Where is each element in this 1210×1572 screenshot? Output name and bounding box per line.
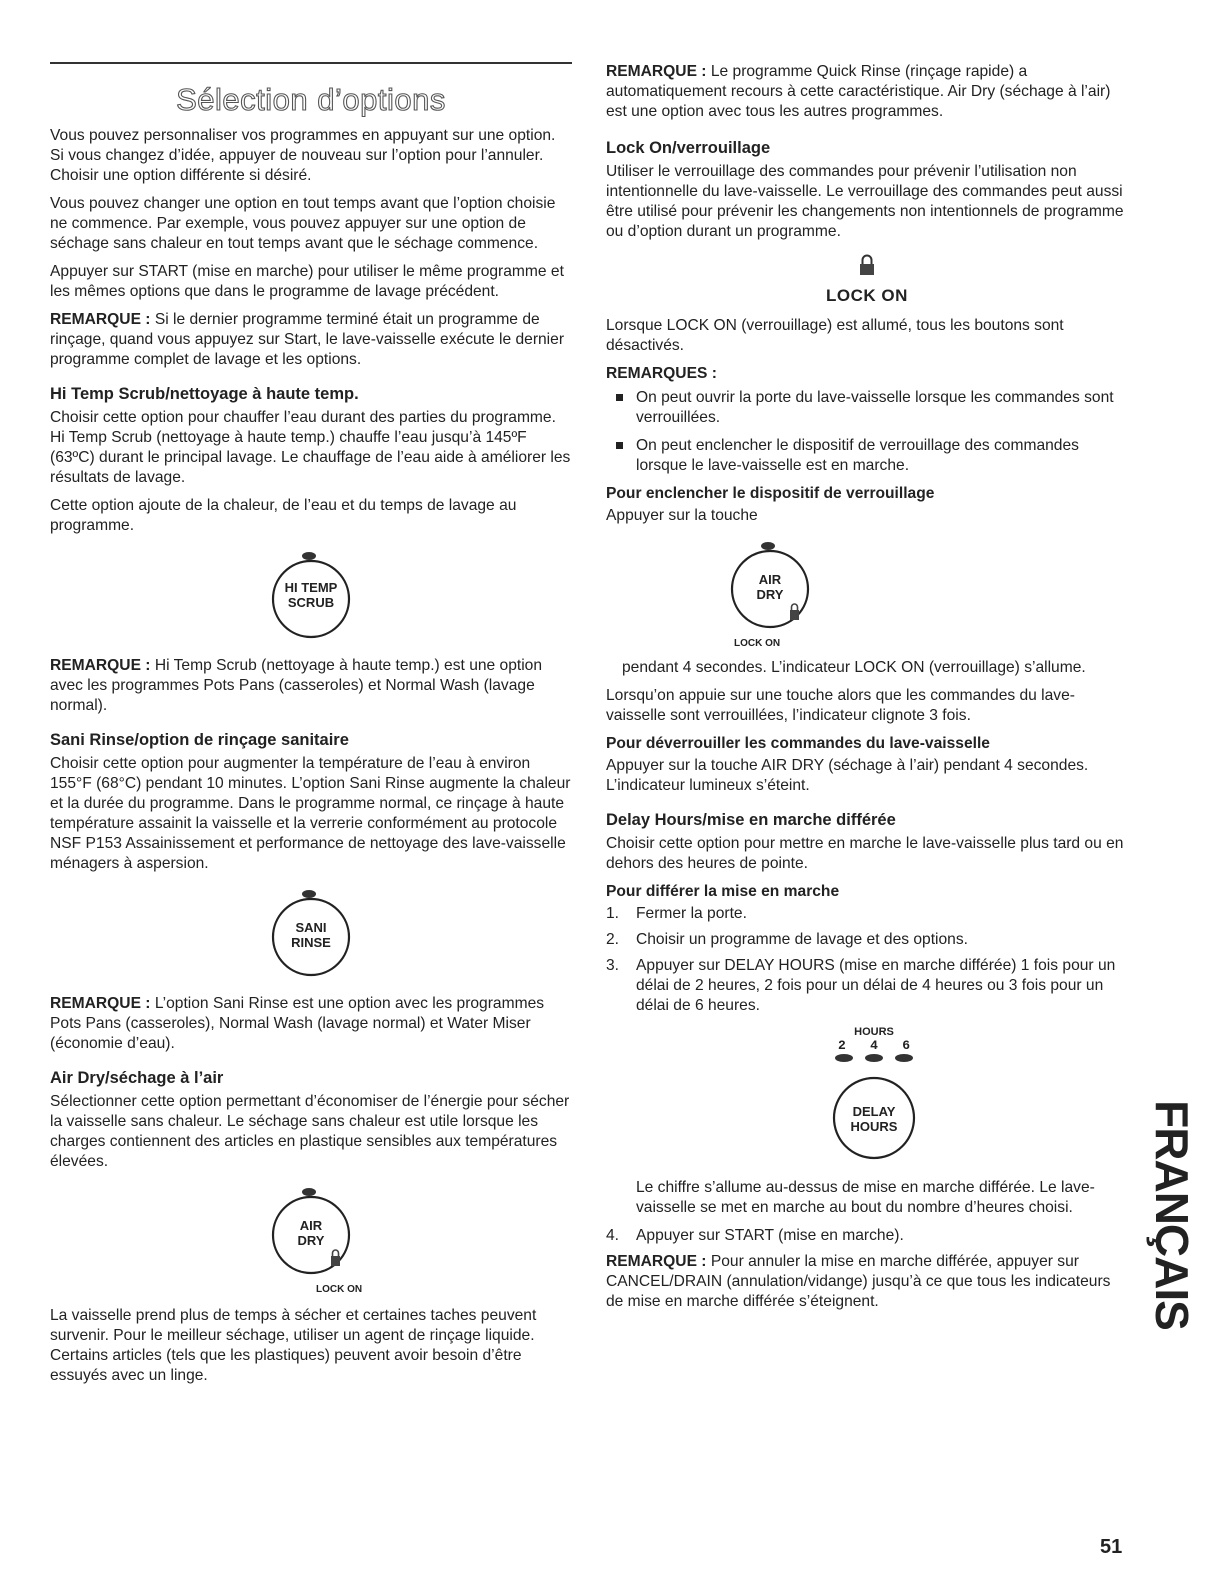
step-number: 3. (606, 957, 620, 974)
heading-defer-start: Pour différer la mise en marche (606, 883, 840, 900)
list-item-text: On peut ouvrir la porte du lave-vaisselle lorsque les commandes sont verrouillées. (636, 389, 1114, 426)
button-label-line-2: DRY (297, 1233, 325, 1248)
note-text: L’option Sani Rinse est une option avec les programmes Pots Pans (casseroles), Normal Wash (lavage normal) et Water Miser (économie d’eau). (50, 995, 545, 1052)
note-2 (50, 656, 572, 716)
note-label: REMARQUE : (50, 995, 151, 1012)
note-label: REMARQUE : (50, 657, 151, 674)
note-4 (606, 62, 1128, 122)
step-text: Appuyer sur START (mise en marche). (636, 1227, 904, 1244)
hours-indicator-lights-icon (824, 1052, 924, 1064)
step-text: Appuyer sur DELAY HOURS (mise en marche différée) 1 fois pour un délai de 2 heures, 2 fois pour un délai de 4 heures ou 3 fois pour un délai de 6 heures. (636, 957, 1116, 1014)
button-label (710, 572, 830, 602)
delay-steps-list (606, 904, 1128, 1016)
button-label-line-2: RINSE (291, 935, 331, 950)
step-number: 2. (606, 931, 620, 948)
right-column (606, 62, 1128, 1320)
bullet-square-icon (616, 442, 623, 449)
hi-temp-scrub-button-illustration (50, 544, 572, 644)
page-number: 51 (1100, 1536, 1123, 1558)
button-label-line-2: DRY (756, 587, 784, 602)
top-rule (50, 62, 572, 64)
list-item (606, 1226, 1128, 1246)
list-item (606, 904, 1128, 924)
step-number: 1. (606, 905, 620, 922)
lock-on-indicator (606, 254, 1128, 306)
heading-hi-temp-scrub: Hi Temp Scrub/nettoyage à haute temp. (50, 385, 359, 403)
left-column (50, 62, 572, 1394)
hours-value-2: 2 (838, 1038, 846, 1053)
indicator-light-icon (302, 890, 316, 898)
air-dry-button-illustration (50, 1180, 572, 1294)
delay-hours-button-illustration (606, 1022, 1128, 1172)
lock-paragraph-2: Lorsque LOCK ON (verrouillage) est allumé, tous les boutons sont désactivés. (606, 317, 1064, 354)
language-side-tab (1146, 1090, 1198, 1340)
lock-on-caption: LOCK ON (734, 638, 781, 649)
air-dry-lock-button-illustration (606, 534, 1128, 649)
sani-rinse-button-illustration (50, 882, 572, 982)
heading-engage-lock: Pour enclencher le dispositif de verrouillage (606, 485, 935, 502)
button-label (50, 1218, 572, 1248)
button-label (814, 1104, 934, 1134)
engage-paragraph-2: pendant 4 secondes. L’indicateur LOCK ON (verrouillage) s’allume. (622, 659, 1086, 676)
note-5 (606, 1252, 1128, 1312)
note-3 (50, 994, 572, 1054)
remarques-label: REMARQUES : (606, 365, 717, 382)
engage-paragraph: Appuyer sur la touche (606, 507, 758, 524)
delay-paragraph-1: Choisir cette option pour mettre en marche le lave-vaisselle plus tard ou en dehors des heures de pointe. (606, 835, 1124, 872)
heading-unlock: Pour déverrouiller les commandes du lave-vaisselle (606, 735, 990, 752)
lock-paragraph-1: Utiliser le verrouillage des commandes pour prévenir l’utilisation non intentionnelle du lave-vaisselle. Le verrouillage des commandes peut aussi être utilisé pour prévenir les changements non intentionnels de programme ou d’option durant un programme. (606, 163, 1124, 240)
intro-paragraph-1: Vous pouvez personnaliser vos programmes en appuyant sur une option. Si vous changez d’idée, appuyer de nouveau sur l’option pour l’annuler. Choisir une option différente si désiré. (50, 127, 556, 184)
indicator-light-icon (761, 542, 775, 550)
sani-rinse-paragraph: Choisir cette option pour augmenter la température de l’eau à environ 155°F (68°C) pendant 10 minutes. L’option Sani Rinse augmente la chaleur et la durée du programme. Dans le programme normal, ce rinçage à haute température assainit la vaisselle et la verrerie conformément au protocole NSF P153 Assainissement et performance de nettoyage des lave-vaisselle ménagers à aspersion. (50, 755, 571, 872)
list-item-text: On peut enclencher le dispositif de verrouillage des commandes lorsque le lave-vaisselle est en marche. (636, 437, 1079, 474)
air-dry-paragraph-2: La vaisselle prend plus de temps à sécher et certaines taches peuvent survenir. Pour le meilleur séchage, utiliser un agent de rinçage liquide. Certains articles (tels que les plastiques) peuvent avoir besoin d’être essuyés avec un linge. (50, 1307, 537, 1384)
heading-air-dry: Air Dry/séchage à l’air (50, 1069, 224, 1087)
indicator-light-icon (302, 552, 316, 560)
button-label (50, 920, 572, 950)
button-label-line-2: HOURS (850, 1119, 898, 1134)
button-label-line-1: AIR (758, 572, 782, 587)
heading-lock-on: Lock On/verrouillage (606, 139, 771, 157)
button-label-line-1: AIR (299, 1218, 323, 1233)
unlock-paragraph: Appuyer sur la touche AIR DRY (séchage à l’air) pendant 4 secondes. L’indicateur lumineux s’éteint. (606, 757, 1089, 794)
button-label-line-2: SCRUB (287, 595, 335, 610)
lock-on-caption: LOCK ON (316, 1284, 363, 1295)
remarques-list (606, 388, 1128, 476)
delay-steps-list-continued (606, 1226, 1128, 1246)
list-item (606, 388, 1128, 428)
step-text: Choisir un programme de lavage et des options. (636, 931, 968, 948)
heading-delay-hours: Delay Hours/mise en marche différée (606, 811, 896, 829)
lock-icon (331, 1256, 340, 1266)
hi-temp-paragraph-2: Cette option ajoute de la chaleur, de l’eau et du temps de lavage au programme. (50, 497, 517, 534)
bullet-square-icon (616, 394, 623, 401)
note-text: Pour annuler la mise en marche différée, appuyer sur CANCEL/DRAIN (annulation/vidange) jusqu’à ce que tous les indicateurs de mise en marche différée s’éteignent. (606, 1253, 1111, 1310)
lock-icon (790, 610, 799, 620)
intro-paragraph-3: Appuyer sur START (mise en marche) pour utiliser le même programme et les mêmes options que dans le programme de lavage précédent. (50, 263, 564, 300)
button-label-line-1: SANI (295, 920, 327, 935)
button-label (50, 580, 572, 610)
step-number: 4. (606, 1227, 620, 1244)
list-item (606, 956, 1128, 1016)
list-item (606, 930, 1128, 950)
hours-value-6: 6 (902, 1038, 910, 1053)
intro-paragraph-2: Vous pouvez changer une option en tout temps avant que l’option choisie ne commence. Par exemple, vous pouvez appuyer sur une option de séchage sans chaleur en tout temps avant que le séchage commence. (50, 195, 556, 252)
note-label: REMARQUE : (606, 1253, 707, 1270)
note-text: Le programme Quick Rinse (rinçage rapide) a automatiquement recours à cette caractéristique. Air Dry (séchage à l’air) est une option avec tous les autres programmes. (606, 63, 1111, 120)
language-tab-label: FRANÇAIS (1146, 1100, 1199, 1330)
lock-paragraph-3: Lorsqu’on appuie sur une touche alors que les commandes du lave-vaisselle sont verrouillées, l’indicateur clignote 3 fois. (606, 687, 1075, 724)
hi-temp-paragraph-1: Choisir cette option pour chauffer l’eau durant des parties du programme. Hi Temp Scrub (nettoyage à haute temp.) chauffe l’eau jusqu’à 145ºF (63ºC) durant le principal lavage. Le chauffage de l’eau aide à améliorer les résultats de lavage. (50, 409, 571, 486)
delay-paragraph-2: Le chiffre s’allume au-dessus de mise en marche différée. Le lave-vaisselle se met en marche au bout du nombre d’heures choisi. (636, 1179, 1095, 1216)
lock-on-label: LOCK ON (826, 286, 908, 305)
note-text: Si le dernier programme terminé était un programme de rinçage, quand vous appuyez sur Start, le lave-vaisselle exécute le dernier programme complet de lavage et les options. (50, 311, 565, 368)
list-item (606, 436, 1128, 476)
button-label-line-1: HI TEMP (284, 580, 338, 595)
heading-sani-rinse: Sani Rinse/option de rinçage sanitaire (50, 731, 349, 749)
button-label-line-1: DELAY (852, 1104, 896, 1119)
step-text: Fermer la porte. (636, 905, 747, 922)
air-dry-paragraph-1: Sélectionner cette option permettant d’économiser de l’énergie pour sécher la vaisselle sans chaleur. Le séchage sans chaleur est utile lorsque les charges contiennent des articles en plastique sensibles aux températures élevées. (50, 1093, 570, 1170)
note-label: REMARQUE : (606, 63, 707, 80)
note-1 (50, 310, 572, 370)
page-title: Sélection d’options (176, 82, 446, 117)
hours-label: HOURS (854, 1026, 894, 1038)
hours-value-4: 4 (870, 1038, 878, 1053)
padlock-icon (859, 254, 875, 276)
note-text: Hi Temp Scrub (nettoyage à haute temp.) est une option avec les programmes Pots Pans (casseroles) et Normal Wash (lavage normal). (50, 657, 543, 714)
indicator-light-icon (302, 1188, 316, 1196)
note-label: REMARQUE : (50, 311, 151, 328)
